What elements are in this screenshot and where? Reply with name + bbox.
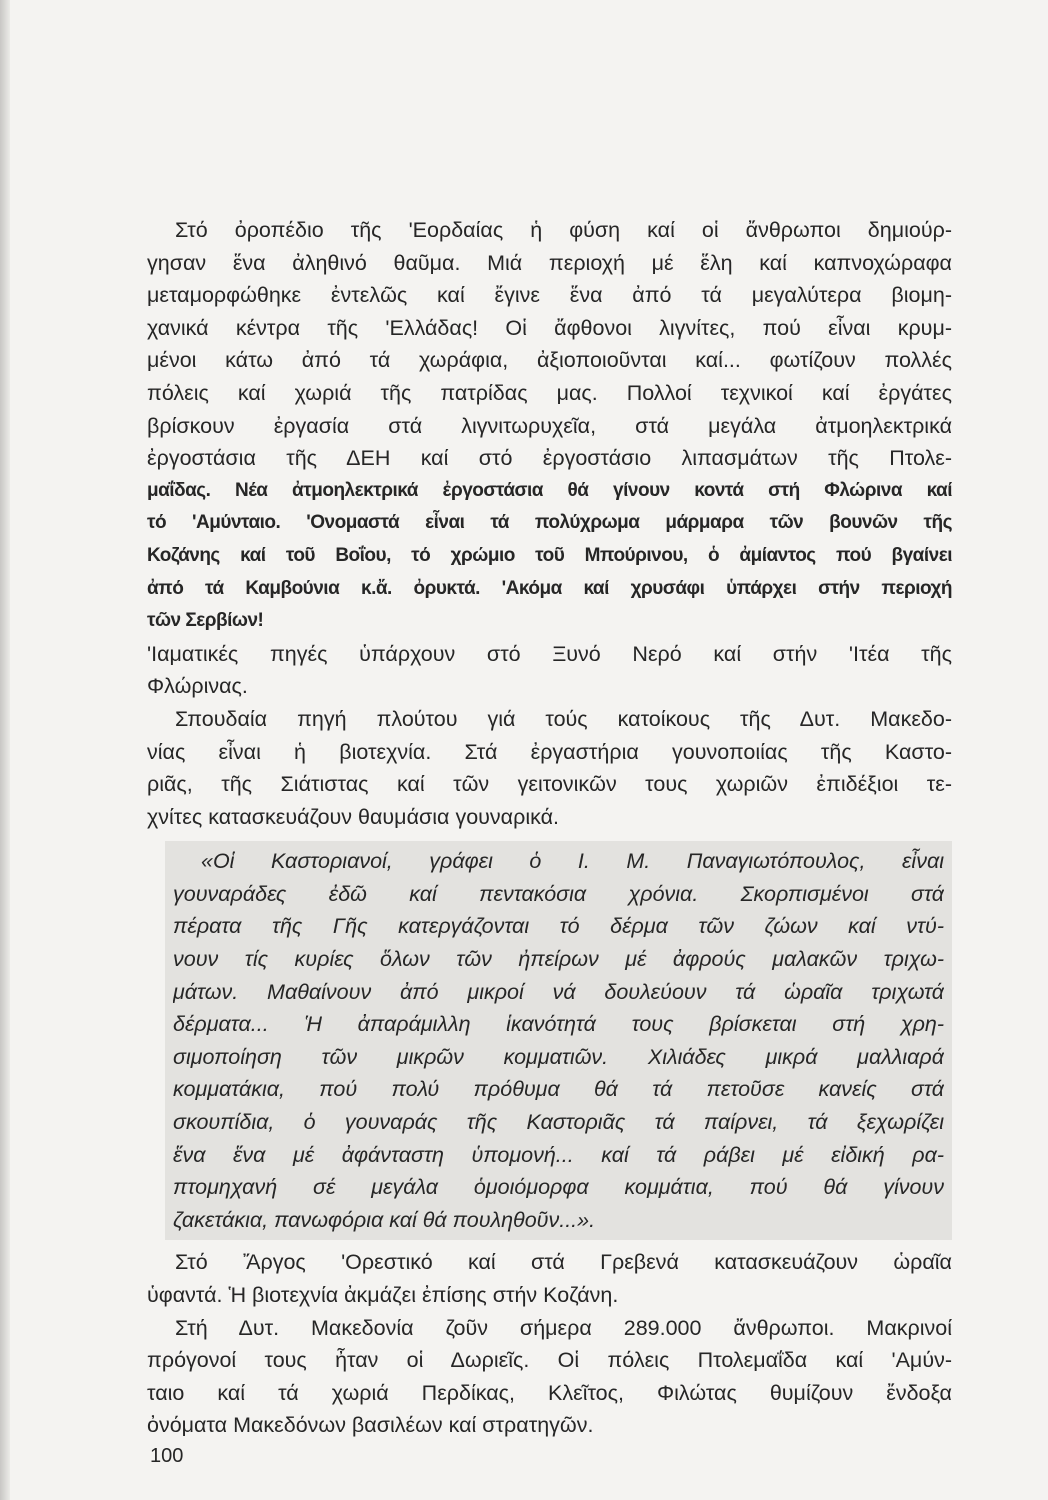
text-line: μένοι κάτω ἀπό τά χωράφια, ἀξιοποιοῦνται καί... φωτίζουν πολλές <box>147 348 952 373</box>
text-line: χανικά κέντρα τῆς 'Ελλάδας! Οἱ ἄφθονοι λιγνίτες, πού εἶναι κρυμ- <box>147 315 952 340</box>
text-line: ριᾶς, τῆς Σιάτιστας καί τῶν γειτονικῶν τους χωριῶν ἐπιδέξιοι τε- <box>147 772 952 797</box>
text-line: πρόγονοί τους ἦταν οἱ Δωριεῖς. Οἱ πόλεις Πτολεμαΐδα καί 'Αμύν- <box>147 1348 952 1373</box>
text-line: τό 'Αμύνταιο. 'Ονομαστά εἶναι τά πολύχρωμα μάρμαρα τῶν βουνῶν τῆς <box>147 512 952 534</box>
paragraph-argos <box>147 1246 952 1311</box>
paragraph-population <box>147 1312 952 1442</box>
quote-line: «Οἱ Καστοριανοί, γράφει ὁ Ι. Μ. Παναγιωτόπουλος, εἶναι <box>201 849 944 874</box>
quote-line: δέρματα... Ἡ ἀπαράμιλλη ἱκανότητά τους βρίσκεται στή χρη- <box>173 1012 944 1037</box>
paragraph-eordaia <box>147 214 952 638</box>
text-line: χνίτες κατασκευάζουν θαυμάσια γουναρικά. <box>147 804 559 829</box>
text-line: Στό Ἄργος 'Ορεστικό καί στά Γρεβενά κατασκευάζουν ὡραῖα <box>175 1250 952 1275</box>
paragraph-crafts <box>147 703 952 833</box>
text-line: τῶν Σερβίων! <box>147 610 264 632</box>
text-line: Στό ὀροπέδιο τῆς 'Εορδαίας ἡ φύση καί οἱ ἄνθρωποι δημιούρ- <box>175 218 952 242</box>
text-line: πόλεις καί χωριά τῆς πατρίδας μας. Πολλοί τεχνικοί καί ἐργάτες <box>147 380 952 405</box>
quote-line: μάτων. Μαθαίνουν ἀπό μικροί νά δουλεύουν τά ὡραῖα τριχωτά <box>173 979 944 1004</box>
quote-line: πέρατα τῆς Γῆς κατεργάζονται τό δέρμα τῶν ζώων καί ντύ- <box>173 914 944 939</box>
quote-line: νουν τίς κυρίες ὅλων τῶν ἠπείρων μέ ἀφρούς μαλακῶν τριχω- <box>173 947 944 972</box>
quote-line: γουναράδες ἐδῶ καί πεντακόσια χρόνια. Σκορπισμένοι στά <box>173 881 944 906</box>
text-line: μαΐδας. Νέα ἀτμοηλεκτρικά ἐργοστάσια θά γίνουν κοντά στή Φλώρινα καί <box>147 479 952 501</box>
text-line: ὀνόματα Μακεδόνων βασιλέων καί στρατηγῶν. <box>147 1413 594 1438</box>
text-line: γησαν ἕνα ἀληθινό θαῦμα. Μιά περιοχή μέ ἕλη καί καπνοχώραφα <box>147 250 952 275</box>
paragraph-springs <box>147 638 952 703</box>
quote-line: σιμοποίηση τῶν μικρῶν κομματιῶν. Χιλιάδες μικρά μαλλιαρά <box>173 1044 944 1069</box>
quote-line: ζακετάκια, πανωφόρια καί θά πουληθοῦν...». <box>173 1207 596 1232</box>
text-line: νίας εἶναι ἡ βιοτεχνία. Στά ἐργαστήρια γουνοποιίας τῆς Καστο- <box>147 739 952 764</box>
text-line: Στή Δυτ. Μακεδονία ζοῦν σήμερα 289.000 ἄνθρωποι. Μακρινοί <box>175 1315 952 1340</box>
text-line: Σπουδαία πηγή πλούτου γιά τούς κατοίκους τῆς Δυτ. Μακεδο- <box>175 706 952 731</box>
text-line: Κοζάνης καί τοῦ Βοΐου, τό χρώμιο τοῦ Μπούρινου, ὁ ἀμίαντος πού βγαίνει <box>147 544 952 566</box>
text-line: ὑφαντά. Ἡ βιοτεχνία ἀκμάζει ἐπίσης στήν Κοζάνη. <box>147 1283 619 1307</box>
text-line: ἀπό τά Καμβούνια κ.ἄ. ὀρυκτά. 'Ακόμα καί χρυσάφι ὑπάρχει στήν περιοχή <box>147 577 952 599</box>
quote-line: πτομηχανή σέ μεγάλα ὁμοιόμορφα κομμάτια, πού θά γίνουν <box>173 1175 944 1200</box>
text-line: Φλώρινας. <box>147 674 248 699</box>
text-line: μεταμορφώθηκε ἐντελῶς καί ἔγινε ἕνα ἀπό τά μεγαλύτερα βιομη- <box>147 283 952 308</box>
quote-line: σκουπίδια, ὁ γουναράς τῆς Καστοριᾶς τά παίρνει, τά ξεχωρίζει <box>173 1110 944 1135</box>
page-number: 100 <box>150 1445 184 1467</box>
text-line: βρίσκουν ἐργασία στά λιγνιτωρυχεῖα, στά μεγάλα ἀτμοηλεκτρικά <box>147 413 952 438</box>
quote-line: ἕνα ἕνα μέ ἀφάνταστη ὑπομονή... καί τά ράβει μέ εἰδική ρα- <box>173 1142 944 1167</box>
quote-line: κομματάκια, πού πολύ πρόθυμα θά τά πετοῦσε κανείς στά <box>173 1077 944 1102</box>
text-line: 'Ιαματικές πηγές ὑπάρχουν στό Ξυνό Νερό καί στήν 'Ιτέα τῆς <box>147 641 952 666</box>
page-spine-edge <box>0 0 10 1500</box>
quote-block <box>165 841 952 1240</box>
page-body <box>147 214 952 1442</box>
text-line: ταιο καί τά χωριά Περδίκας, Κλεῖτος, Φιλώτας θυμίζουν ἔνδοξα <box>147 1380 952 1405</box>
text-line: ἐργοστάσια τῆς ΔΕΗ καί στό ἐργοστάσιο λιπασμάτων τῆς Πτολε- <box>147 446 952 471</box>
